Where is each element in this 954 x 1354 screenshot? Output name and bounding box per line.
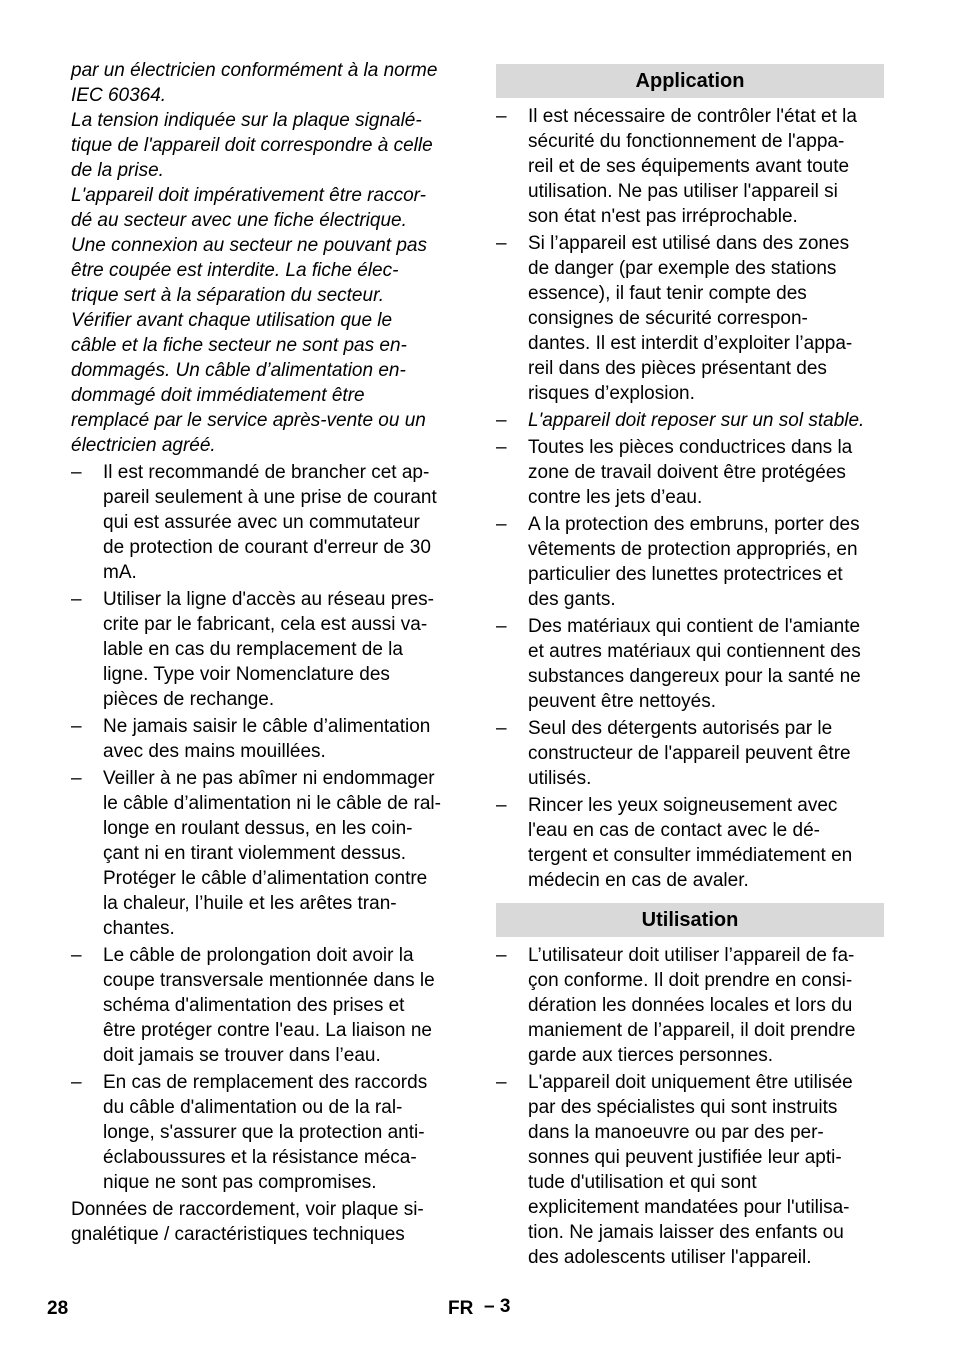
- list-item: [496, 793, 884, 893]
- bullet-dash: –: [71, 589, 82, 610]
- text-line: dommagés. Un câble d’alimentation en-: [71, 360, 406, 381]
- bullet-dash: –: [496, 616, 507, 637]
- bullet-dash: –: [71, 1072, 82, 1093]
- bullet-dash: –: [71, 716, 82, 737]
- text-line: câble et la fiche secteur ne sont pas en-: [71, 335, 407, 356]
- list-item-text: Si l’appareil est utilisé dans des zones de danger (par exemple des stations essence), il faut tenir compte des consignes de sécurité correspon- dantes. Il est interdit d’exploiter l’appa- reil dans des pièces présentant des risques d’explosion.: [528, 233, 853, 404]
- list-item-text: Des matériaux qui contient de l'amiante et autres matériaux qui contiennent des substances dangereux pour la santé ne peuvent être nettoyés.: [528, 616, 861, 712]
- list-item-text: A la protection des embruns, porter des vêtements de protection appropriés, en particulier des lunettes protectrices et des gants.: [528, 514, 860, 610]
- text-line: La tension indiquée sur la plaque signalé-: [71, 110, 422, 131]
- bullet-dash: –: [71, 462, 82, 483]
- bullet-dash: –: [71, 768, 82, 789]
- list-item-text: Il est recommandé de brancher cet ap- pareil seulement à une prise de courant qui est assurée avec un commutateur de protection de courant d'erreur de 30 mA.: [103, 462, 437, 583]
- text-line: Données de raccordement, voir plaque si-: [71, 1199, 424, 1220]
- list-item-text: Utiliser la ligne d'accès au réseau pres- crite par le fabricant, cela est aussi va- lable en cas du remplacement de la ligne. Type voir Nomenclature des pièces de rechange.: [103, 589, 435, 710]
- bullet-dash: –: [496, 410, 507, 431]
- bullet-dash: –: [496, 1072, 507, 1093]
- bullet-dash: –: [496, 514, 507, 535]
- page-number: 28: [47, 1298, 69, 1319]
- text-line: dommagé doit immédiatement être: [71, 385, 365, 406]
- list-item: [71, 460, 459, 585]
- list-item: [71, 1070, 459, 1195]
- list-item: [496, 104, 884, 229]
- list-item-text: Seul des détergents autorisés par le constructeur de l'appareil peuvent être utilisés.: [528, 718, 851, 789]
- section-number: – 3: [484, 1296, 511, 1317]
- list-item-text: Ne jamais saisir le câble d’alimentation avec des mains mouillées.: [103, 716, 431, 762]
- text-line: de la prise.: [71, 160, 164, 181]
- list-item-text: L'appareil doit reposer sur un sol stable.: [528, 410, 865, 431]
- text-line: Une connexion au secteur ne pouvant pas: [71, 235, 427, 256]
- list-item: [496, 512, 884, 612]
- text-line: IEC 60364.: [71, 85, 167, 106]
- bullet-dash: –: [496, 106, 507, 127]
- list-item: [71, 587, 459, 712]
- left-column: [71, 58, 459, 1247]
- list-item: [496, 614, 884, 714]
- list-item: [71, 766, 459, 941]
- connection-data-note: [71, 1197, 459, 1247]
- text-line: gnalétique / caractéristiques techniques: [71, 1224, 405, 1245]
- list-item-text: L’utilisateur doit utiliser l’appareil de fa- çon conforme. Il doit prendre en consi- dération les données locales et lors du maniement de l’appareil, il doit prendre garde aux tierces personnes.: [528, 945, 856, 1066]
- list-item: [496, 408, 884, 433]
- list-item: [496, 435, 884, 510]
- text-line: par un électricien conformément à la norme: [71, 60, 438, 81]
- application-heading: Application: [496, 64, 884, 98]
- text-line: L'appareil doit impérativement être raccor-: [71, 185, 426, 206]
- text-line: remplacé par le service après-vente ou un: [71, 410, 426, 431]
- list-item: [71, 943, 459, 1068]
- utilisation-heading: Utilisation: [496, 903, 884, 937]
- bullet-dash: –: [496, 795, 507, 816]
- text-line: Vérifier avant chaque utilisation que le: [71, 310, 393, 331]
- bullet-dash: –: [71, 945, 82, 966]
- list-item-text: Rincer les yeux soigneusement avec l'eau en cas de contact avec le dé- tergent et consulter immédiatement en médecin en cas de avaler.: [528, 795, 853, 891]
- text-line: trique sert à la séparation du secteur.: [71, 285, 384, 306]
- list-item: [71, 714, 459, 764]
- list-item: [496, 716, 884, 791]
- list-item: [496, 943, 884, 1068]
- list-item: [496, 1070, 884, 1270]
- text-line: être coupée est interdite. La fiche élec-: [71, 260, 399, 281]
- list-item-text: Toutes les pièces conductrices dans la zone de travail doivent être protégées contre les jets d’eau.: [528, 437, 853, 508]
- bullet-dash: –: [496, 718, 507, 739]
- bullet-dash: –: [496, 233, 507, 254]
- bullet-dash: –: [496, 945, 507, 966]
- right-column: [496, 64, 884, 1272]
- list-item-text: Veiller à ne pas abîmer ni endommager le câble d’alimentation ni le câble de ral- longe en roulant dessus, en les coin- çant ni en tirant violemment dessus. Protéger le câble d’alimentation contre la chaleur, l’huile et les arêtes tran- chantes.: [103, 768, 441, 939]
- language-code: FR: [448, 1298, 474, 1319]
- application-bullet-list: [496, 104, 884, 893]
- left-bullet-list: [71, 460, 459, 1195]
- text-line: dé au secteur avec une fiche électrique.: [71, 210, 407, 231]
- list-item-text: En cas de remplacement des raccords du câble d'alimentation ou de la ral- longe, s'assurer que la protection anti- éclaboussures et la résistance méca- nique ne sont pas compromises.: [103, 1072, 428, 1193]
- text-line: électricien agréé.: [71, 435, 216, 456]
- utilisation-bullet-list: [496, 943, 884, 1270]
- list-item: [496, 231, 884, 406]
- intro-paragraph: [71, 58, 459, 458]
- text-line: tique de l'appareil doit correspondre à celle: [71, 135, 433, 156]
- bullet-dash: –: [496, 437, 507, 458]
- list-item-text: Il est nécessaire de contrôler l'état et la sécurité du fonctionnement de l'appa- reil et de ses équipements avant toute utilisation. Ne pas utiliser l'appareil si son état n'est pas irréprochable.: [528, 106, 857, 227]
- list-item-text: Le câble de prolongation doit avoir la coupe transversale mentionnée dans le schéma d'alimentation des prises et être protéger contre l'eau. La liaison ne doit jamais se trouver dans l’eau.: [103, 945, 435, 1066]
- list-item-text: L'appareil doit uniquement être utilisée par des spécialistes qui sont instruits dans la manoeuvre ou par des per- sonnes qui peuvent justifiée leur apti- tude d'utilisation et qui sont explicitement mandatées pour l'utilisa- tion. Ne jamais laisser des enfants ou des adolescents utiliser l'appareil.: [528, 1072, 853, 1268]
